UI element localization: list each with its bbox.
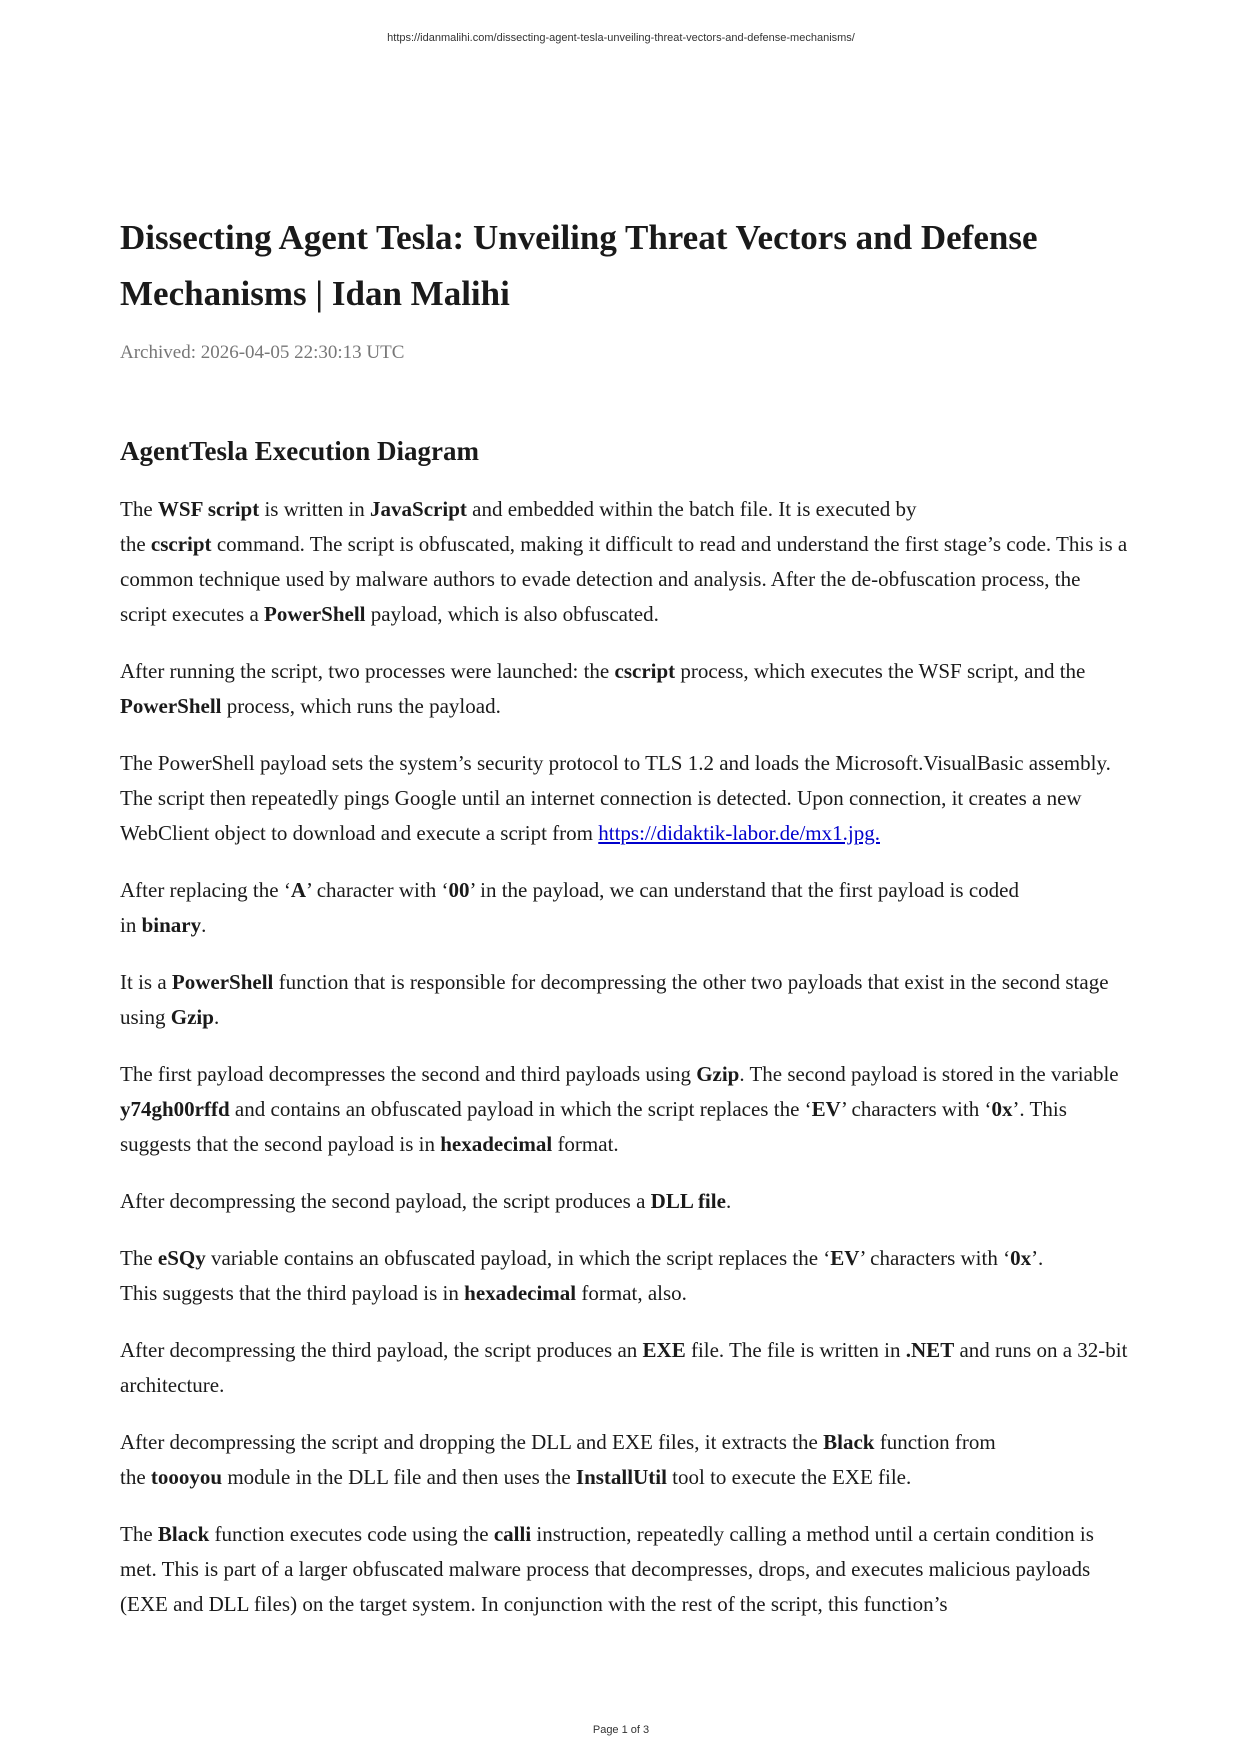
text-run: file. The file is written in: [685, 1338, 906, 1362]
bold-term: WSF script: [157, 497, 260, 521]
paragraph: [120, 965, 1130, 1035]
text-run: and contains an obfuscated payload in which the script replaces the ‘: [229, 1097, 812, 1121]
bold-term: hexadecimal: [440, 1132, 553, 1156]
bold-term: eSQy: [157, 1246, 206, 1270]
paragraph: [120, 1057, 1130, 1162]
bold-term: EV: [830, 1246, 860, 1270]
bold-term: .NET: [905, 1338, 955, 1362]
bold-term: 0x: [991, 1097, 1013, 1121]
title-line-1: Dissecting Agent Tesla: Unveiling Threat Vectors and Defense: [120, 218, 1038, 257]
text-run: format.: [552, 1132, 619, 1156]
text-run: After running the script, two processes were launched: the: [120, 659, 615, 683]
text-run: process, which executes the WSF script, and the: [675, 659, 1086, 683]
bold-term: PowerShell: [171, 970, 274, 994]
text-run: function from: [874, 1430, 996, 1454]
bold-term: JavaScript: [370, 497, 467, 521]
bold-term: binary: [141, 913, 202, 937]
text-run: instruction, repeatedly calling a method until a certain condition is met. This is part of a larger obfuscated malware process that decompresses, drops, and executes malicious payloads (EXE and DLL files) on the target system. In conjunction with the rest of the script, this function’s: [120, 1522, 1094, 1616]
text-run: ’ characters with ‘: [840, 1097, 992, 1121]
text-run: .: [201, 913, 207, 937]
text-run: tool to execute the EXE file.: [666, 1465, 912, 1489]
title-line-2: Mechanisms | Idan Malihi: [120, 274, 510, 313]
bold-term: Black: [823, 1430, 875, 1454]
bold-term: toooyou: [150, 1465, 223, 1489]
bold-term: cscript: [150, 532, 212, 556]
bold-term: A: [290, 878, 307, 902]
bold-term: Gzip: [170, 1005, 214, 1029]
paragraph: [120, 1425, 1130, 1495]
text-run: and embedded within the batch file. It is executed by: [466, 497, 917, 521]
bold-term: Gzip: [696, 1062, 740, 1086]
text-run: ’ character with ‘: [306, 878, 449, 902]
text-run: variable contains an obfuscated payload, in which the script replaces the ‘: [205, 1246, 831, 1270]
text-run: ’ in the payload, we can understand that the first payload is coded: [469, 878, 1019, 902]
bold-term: EXE: [642, 1338, 686, 1362]
text-run: ’.: [1031, 1246, 1044, 1270]
bold-term: DLL file: [650, 1189, 726, 1213]
text-run: .: [213, 1005, 220, 1029]
bold-term: InstallUtil: [575, 1465, 667, 1489]
text-run: After replacing the ‘: [120, 878, 291, 902]
section-heading: AgentTesla Execution Diagram: [120, 436, 479, 466]
article-title: [120, 210, 1130, 322]
text-run: The: [120, 1522, 158, 1546]
paragraph: [120, 1517, 1130, 1622]
text-run: the: [120, 532, 151, 556]
text-run: is written in: [259, 497, 371, 521]
text-run: After decompressing the third payload, the script produces an: [120, 1338, 643, 1362]
bold-term: PowerShell: [120, 694, 222, 718]
bold-term: PowerShell: [264, 602, 366, 626]
text-run: After decompressing the script and dropping the DLL and EXE files, it extracts the: [120, 1430, 824, 1454]
text-run: and runs on a 32-bit architecture.: [120, 1338, 1128, 1397]
paragraph: [120, 1241, 1130, 1311]
text-run: ’. This suggests that the second payload is in: [120, 1097, 1067, 1156]
bold-term: EV: [811, 1097, 841, 1121]
text-run: command. The script is obfuscated, making it difficult to read and understand the first stage’s code. This is a common technique used by malware authors to evade detection and analysis. After the de-obfuscation process, the script executes a: [120, 532, 1128, 626]
text-run: ’ characters with ‘: [859, 1246, 1011, 1270]
bold-term: hexadecimal: [464, 1281, 577, 1305]
text-run: .: [725, 1189, 732, 1213]
page-number: Page 1 of 3: [592, 1724, 650, 1736]
text-run: After decompressing the second payload, the script produces a: [120, 1189, 651, 1213]
text-run: format, also.: [576, 1281, 687, 1305]
text-run: process, which runs the payload.: [221, 694, 501, 718]
paragraph: [120, 1184, 1130, 1219]
bold-term: y74gh00rffd: [120, 1097, 230, 1121]
bold-term: cscript: [614, 659, 676, 683]
text-run: in: [120, 913, 142, 937]
text-run: function that is responsible for decompressing the other two payloads that exist in the second stage using: [120, 970, 1109, 1029]
text-run: the: [120, 1465, 151, 1489]
text-run: This suggests that the third payload is in: [120, 1281, 465, 1305]
bold-term: calli: [493, 1522, 532, 1546]
paragraph: [120, 492, 1130, 632]
bold-term: 0x: [1010, 1246, 1032, 1270]
paragraph: [120, 746, 1130, 851]
text-run: The PowerShell payload sets the system’s security protocol to TLS 1.2 and loads the Microsoft.VisualBasic assembly. The script then repeatedly pings Google until an internet connection is detected. Upon connection, it creates a new WebClient object to download and execute a script from: [120, 751, 1111, 845]
text-run: . The second payload is stored in the variable: [739, 1062, 1119, 1086]
external-link[interactable]: https://didaktik-labor.de/mx1.jpg.: [598, 821, 880, 845]
text-run: payload, which is also obfuscated.: [365, 602, 659, 626]
paragraph: [120, 654, 1130, 724]
paragraph: [120, 1333, 1130, 1403]
text-run: The: [120, 497, 158, 521]
text-run: module in the DLL file and then uses the: [222, 1465, 576, 1489]
text-run: The: [120, 1246, 158, 1270]
text-run: function executes code using the: [209, 1522, 494, 1546]
bold-term: Black: [157, 1522, 210, 1546]
page-url: https://idanmalihi.com/dissecting-agent-tesla-unveiling-threat-vectors-and-defense-mechanisms/: [387, 32, 855, 44]
bold-term: 00: [448, 878, 470, 902]
article: [120, 210, 1130, 1622]
paragraph: [120, 873, 1130, 943]
archived-timestamp: Archived: 2026-04-05 22:30:13 UTC: [120, 342, 405, 363]
text-run: It is a: [120, 970, 172, 994]
text-run: The first payload decompresses the second and third payloads using: [120, 1062, 697, 1086]
